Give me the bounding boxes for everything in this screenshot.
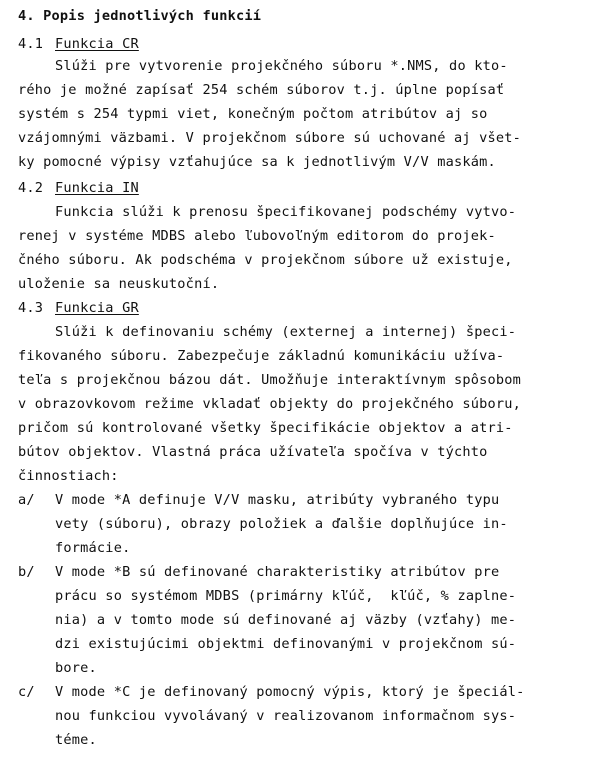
list-item-line: nou funkciou vyvolávaný v realizovanom informačnom sys- — [55, 708, 517, 724]
list-item-line: V mode *B sú definované charakteristiky atribútov pre — [55, 564, 500, 580]
subsection-heading-gr: Funkcia GR — [55, 300, 139, 316]
subsection-heading-cr: Funkcia CR — [55, 36, 139, 52]
list-item-line: vety (súboru), obrazy položiek a ďalšie doplňujúce in- — [55, 516, 508, 532]
paragraph-line: rého je možné zapísať 254 schém súborov t.j. úplne popísať — [18, 82, 505, 98]
paragraph-line: ky pomocné výpisy vzťahujúce sa k jednotlivým V/V maskám. — [18, 154, 496, 170]
list-marker-c: c/ — [18, 684, 35, 700]
list-item-line: dzi existujúcimi objektmi definovanými v projekčnom sú- — [55, 636, 517, 652]
paragraph-line: Funkcia slúži k prenosu špecifikovanej podschémy vytvo- — [55, 204, 517, 220]
paragraph-line: pričom sú kontrolované všetky špecifikácie objektov a atri- — [18, 420, 513, 436]
list-item-line: V mode *C je definovaný pomocný výpis, ktorý je špeciál- — [55, 684, 525, 700]
list-marker-a: a/ — [18, 492, 35, 508]
list-item-line: nia) a v tomto mode sú definované aj väzby (vzťahy) me- — [55, 612, 517, 628]
subsection-number-4-2: 4.2 — [18, 180, 44, 196]
list-item-line: téme. — [55, 732, 97, 748]
paragraph-line: teľa s projekčnou bázou dát. Umožňuje interaktívnym spôsobom — [18, 372, 522, 388]
list-item-line: prácu so systémom MDBS (primárny kľúč, kľúč, % zaplne- — [55, 588, 517, 604]
list-item-line: formácie. — [55, 540, 131, 556]
section-title: 4. Popis jednotlivých funkcií — [18, 8, 262, 24]
list-item-line: bore. — [55, 660, 97, 676]
subsection-heading-in: Funkcia IN — [55, 180, 139, 196]
paragraph-line: uloženie sa neuskutoční. — [18, 276, 220, 292]
paragraph-line: v obrazovkovom režime vkladať objekty do projekčného súboru, — [18, 396, 522, 412]
list-marker-b: b/ — [18, 564, 35, 580]
paragraph-line: činnostiach: — [18, 468, 119, 484]
paragraph-line: Slúži k definovaniu schémy (externej a internej) špeci- — [55, 324, 517, 340]
paragraph-line: fikovaného súboru. Zabezpečuje základnú komunikáciu užíva- — [18, 348, 505, 364]
paragraph-line: systém s 254 typmi viet, konečným počtom atribútov aj so — [18, 106, 488, 122]
paragraph-line: Slúži pre vytvorenie projekčného súboru *.NMS, do kto- — [55, 58, 508, 74]
list-item-line: V mode *A definuje V/V masku, atribúty vybraného typu — [55, 492, 500, 508]
subsection-number-4-1: 4.1 — [18, 36, 44, 52]
paragraph-line: vzájomnými väzbami. V projekčnom súbore sú uchované aj všet- — [18, 130, 522, 146]
paragraph-line: renej v systéme MDBS alebo ľubovoľným editorom do projek- — [18, 228, 496, 244]
paragraph-line: bútov objektov. Vlastná práca užívateľa spočíva v týchto — [18, 444, 488, 460]
paragraph-line: čného súboru. Ak podschéma v projekčnom súbore už existuje, — [18, 252, 513, 268]
subsection-number-4-3: 4.3 — [18, 300, 44, 316]
